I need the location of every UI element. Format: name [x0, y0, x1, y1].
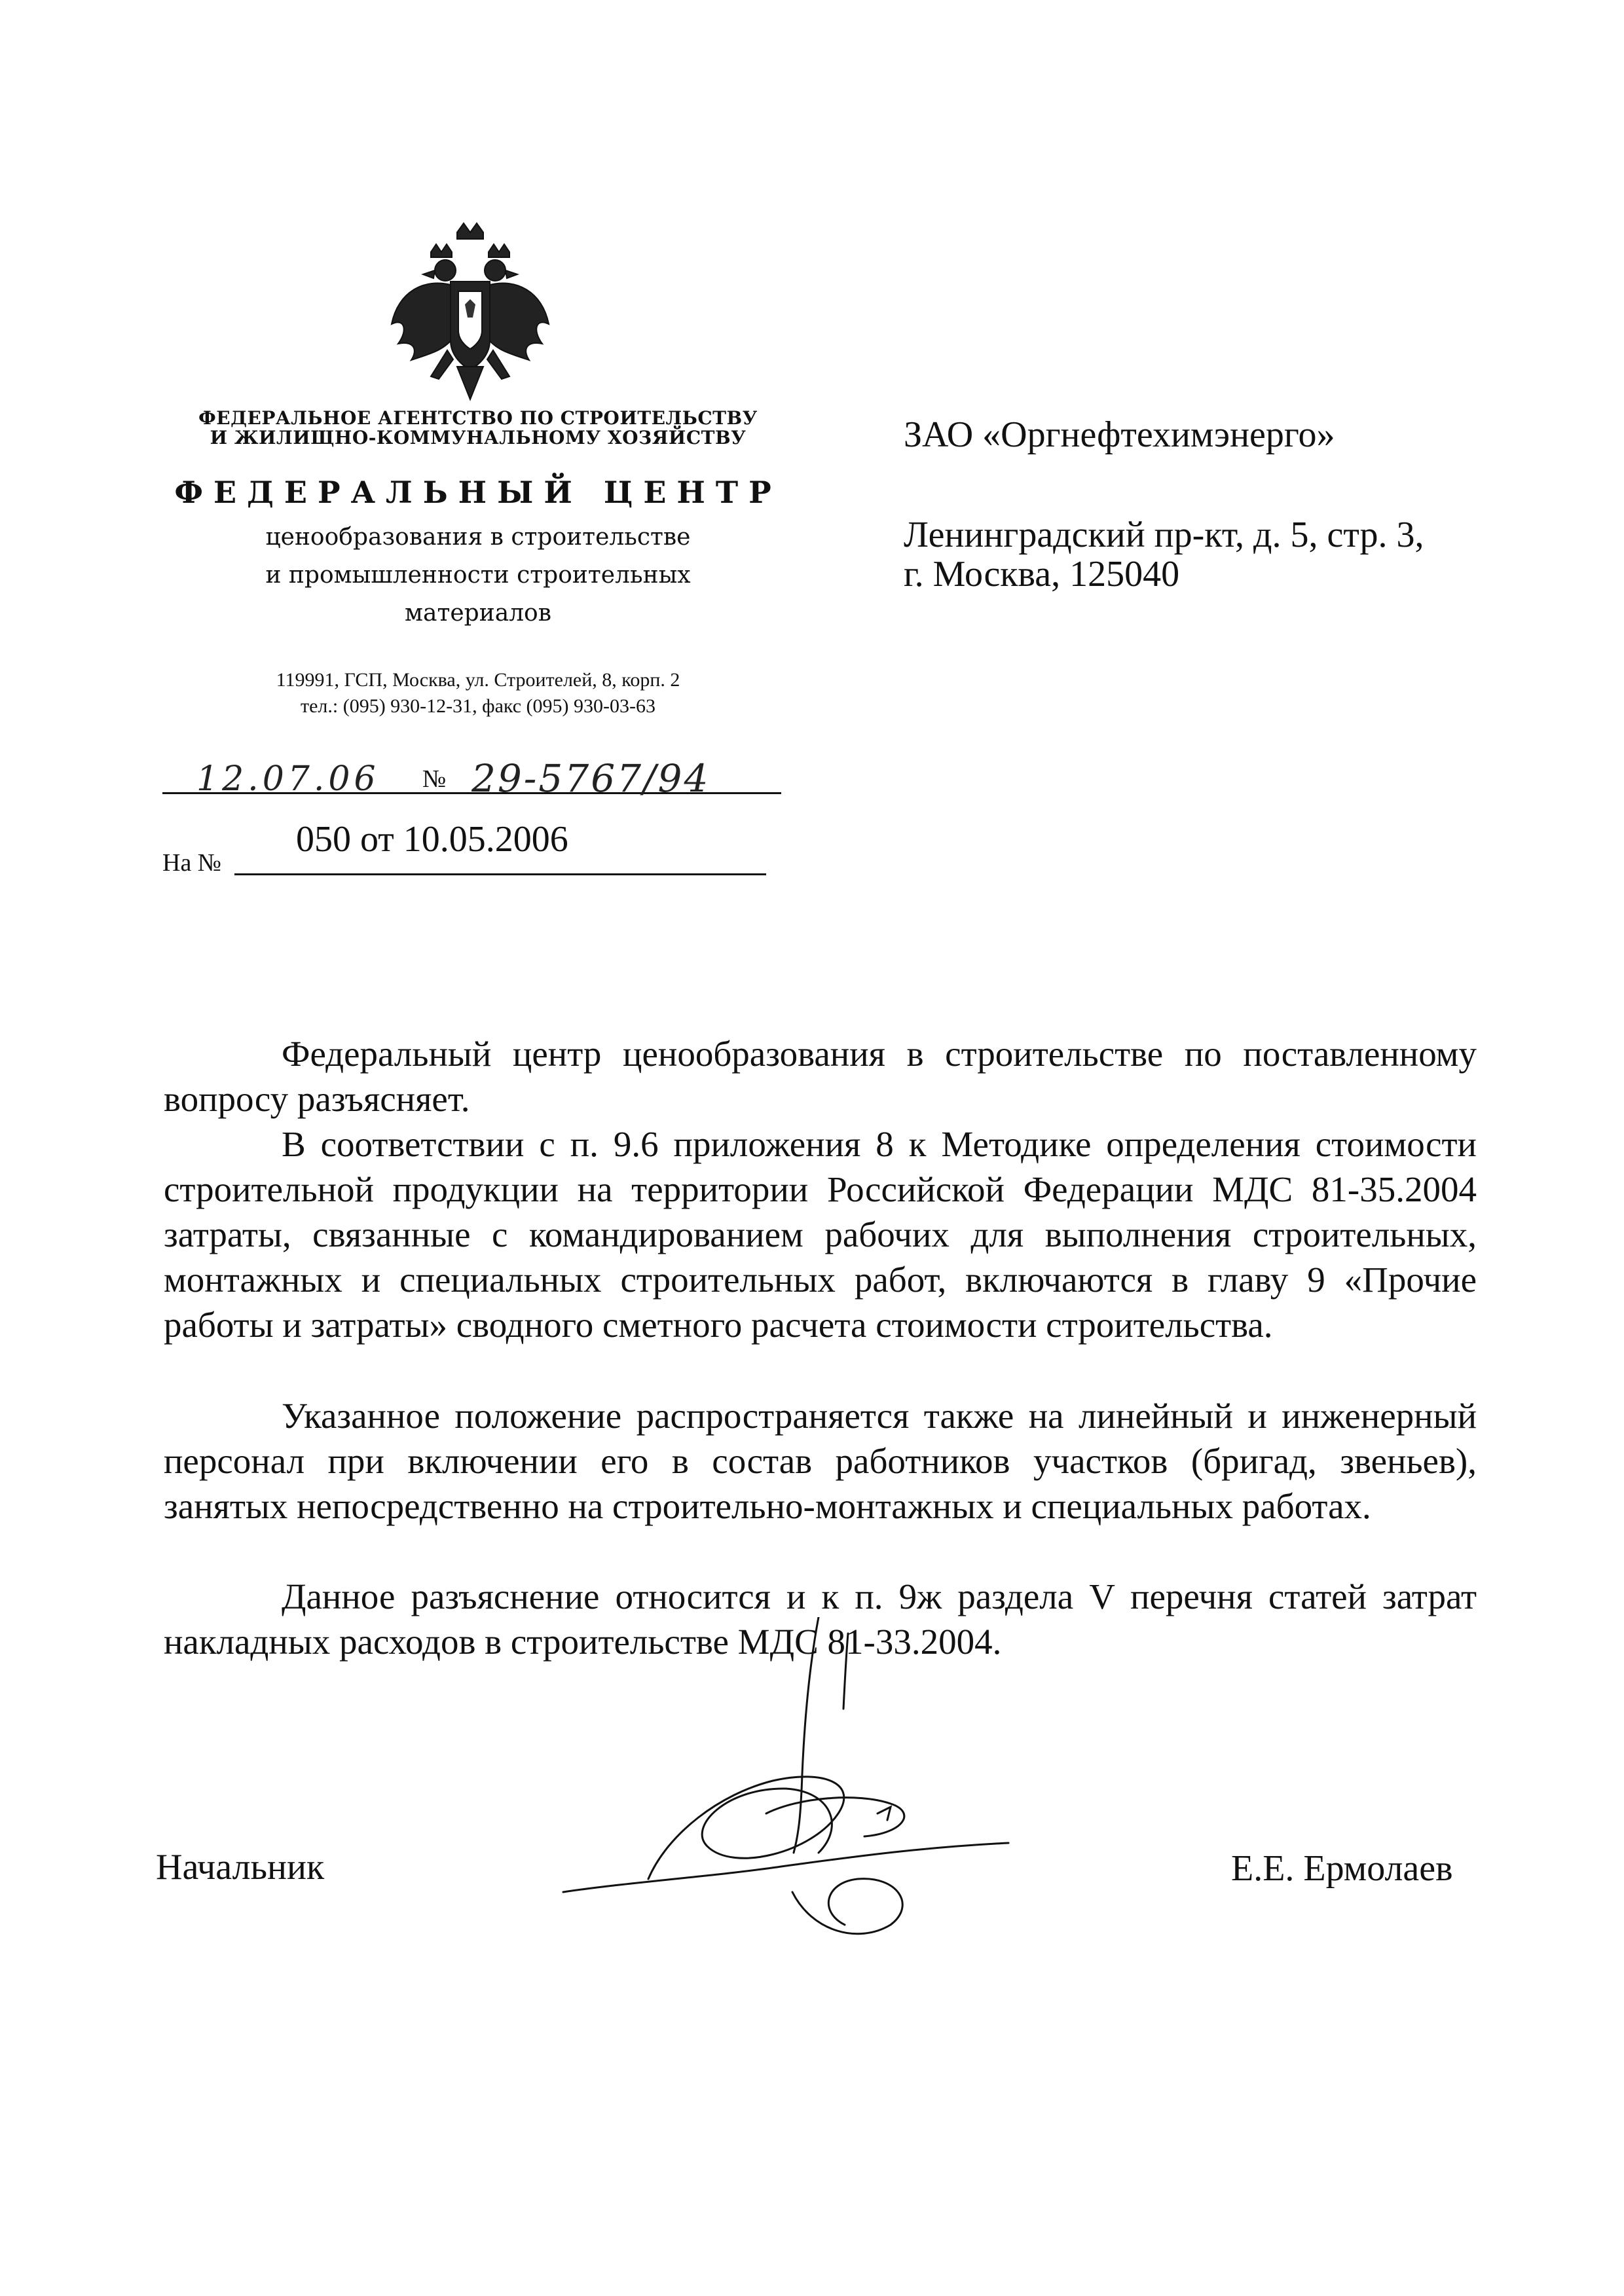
center-subtitle-line-1: ценообразования в строительстве: [265, 524, 691, 551]
body-paragraph-3: Указанное положение распространяется также на линейный и инженерный персонал при включении его в состав работников участков (бригад, звеньев), занятых непосредственно на строительно-монтажных и специальных работах.: [164, 1396, 1477, 1526]
body-paragraph-1: Федеральный центр ценообразования в строительстве по поставленному вопросу разъясняет.: [164, 1034, 1477, 1119]
incoming-number-underline: [234, 873, 766, 875]
agency-name-line-1: ФЕДЕРАЛЬНОЕ АГЕНТСТВО ПО СТРОИТЕЛЬСТВУ: [198, 407, 758, 429]
signatory-title: Начальник: [156, 1847, 325, 1887]
addressee-address-line-1: Ленинградский пр-кт, д. 5, стр. 3,: [904, 515, 1424, 555]
outgoing-number-handwritten: 29-5767/94: [471, 756, 710, 801]
body-paragraph-2: В соответствии с п. 9.6 приложения 8 к Методике определения стоимости строительной продукции на территории Российской Федерации МДС 81-35.2004 затраты, связанные с командированием рабочих для выполнения строительных, монтажных и специальных строительных работ, включаются в главу 9 «Прочие работы и затраты» сводного сметного расчета стоимости строительства.: [164, 1124, 1477, 1345]
sender-address: 119991, ГСП, Москва, ул. Строителей, 8, корп. 2: [276, 669, 680, 691]
handwritten-signature: [550, 1617, 1048, 1958]
signatory-name: Е.Е. Ермолаев: [1231, 1848, 1453, 1889]
outgoing-number-label: №: [422, 765, 447, 793]
center-title: ФЕДЕРАЛЬНЫЙ ЦЕНТР: [174, 475, 782, 510]
incoming-number-label: На №: [162, 849, 222, 877]
addressee-organization: ЗАО «Оргнефтехимэнерго»: [904, 414, 1335, 455]
center-subtitle-line-2: и промышленности строительных: [265, 562, 691, 589]
center-subtitle-line-3: материалов: [405, 600, 551, 627]
body-paragraph-4: Данное разъяснение относится и к п. 9ж раздела V перечня статей затрат накладных расходов в строительстве МДС 81-33.2004.: [164, 1576, 1477, 1662]
addressee-address-line-2: г. Москва, 125040: [904, 554, 1180, 594]
agency-name-line-2: И ЖИЛИЩНО-КОММУНАЛЬНОМУ ХОЗЯЙСТВУ: [210, 427, 747, 448]
coat-of-arms-icon: [385, 219, 555, 409]
outgoing-date-handwritten: 12.07.06: [196, 759, 380, 799]
incoming-number-value: 050 от 10.05.2006: [296, 819, 568, 860]
sender-phone-fax: тел.: (095) 930-12-31, факс (095) 930-03-63: [300, 695, 656, 717]
